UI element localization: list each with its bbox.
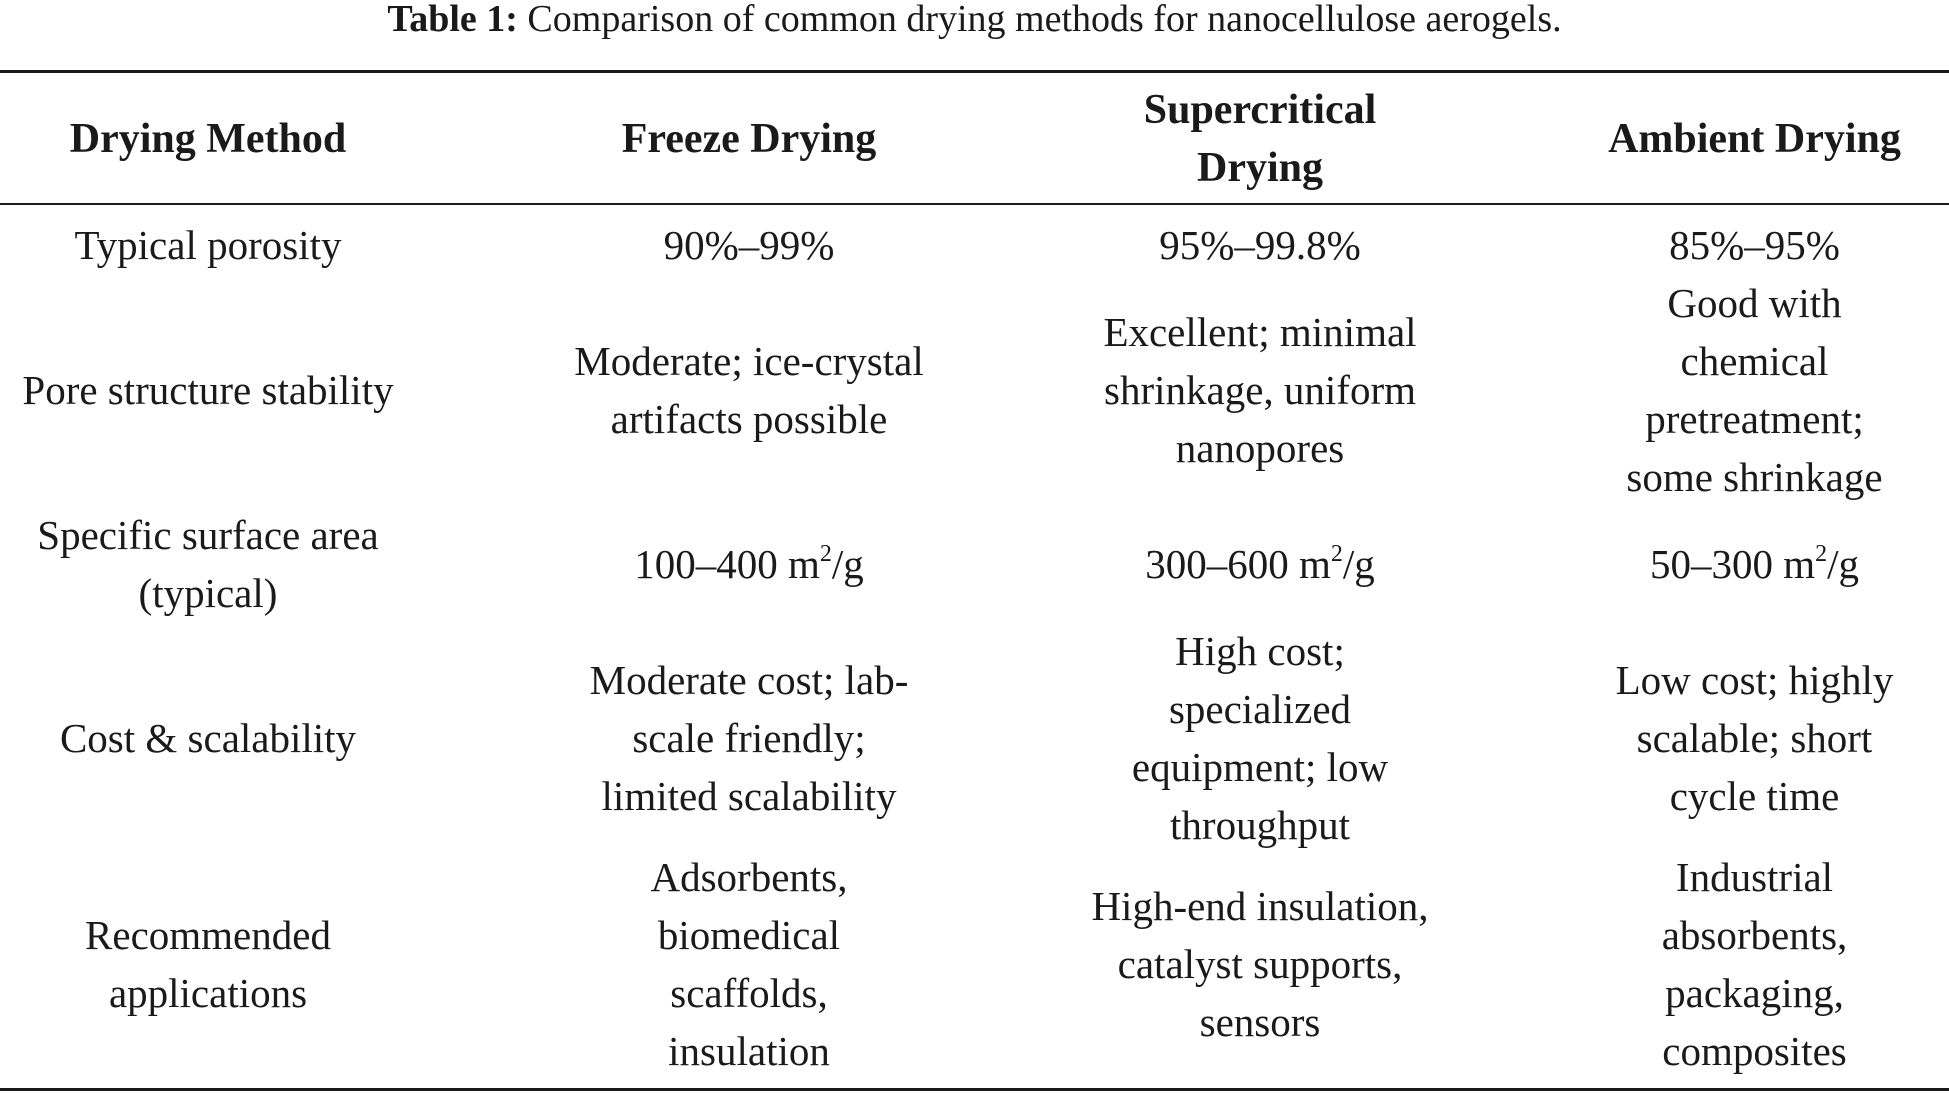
value-text: 50–300 m	[1649, 541, 1816, 587]
cell-supercritical-pore-stability: Excellent; minimal shrinkage, uniform nanopores	[1103, 309, 1417, 471]
cell-freeze-cost: Moderate cost; lab-scale friendly; limited scalability	[589, 657, 909, 819]
cell-supercritical-cost: High cost; specialized equipment; low throughput	[1131, 628, 1389, 848]
table-header-rule	[0, 203, 1949, 205]
cell-freeze-applications: Adsorbents, biomedical scaffolds, insulation	[650, 854, 848, 1074]
table-bottom-rule	[0, 1088, 1949, 1091]
row-label-applications: Recommended applications	[85, 912, 331, 1016]
cell-ambient-porosity: 85%–95%	[1669, 222, 1840, 268]
cell-ambient-pore-stability: Good with chemical pretreatment; some shrinkage	[1626, 280, 1883, 500]
cell-supercritical-applications: High-end insulation, catalyst supports, sensors	[1091, 883, 1429, 1045]
header-ambient-drying: Ambient Drying	[1608, 116, 1901, 162]
cell-freeze-porosity: 90%–99%	[663, 222, 835, 268]
cell-freeze-surface-area	[540, 500, 958, 628]
header-freeze-drying: Freeze Drying	[621, 116, 877, 162]
value-text: 100–400 m	[634, 541, 820, 587]
cell-freeze-pore-stability: Moderate; ice-crystal artifacts possible	[574, 338, 924, 442]
cell-supercritical-surface-area	[1050, 500, 1470, 628]
cell-supercritical-porosity: 95%–99.8%	[1159, 222, 1361, 268]
cell-ambient-applications: Industrial absorbents, packaging, composites	[1661, 854, 1848, 1074]
cell-ambient-surface-area	[1560, 500, 1949, 628]
header-supercritical-drying: Supercritical Drying	[1143, 87, 1377, 191]
table-top-rule	[0, 70, 1949, 73]
header-drying-method: Drying Method	[69, 116, 347, 162]
cell-ambient-cost: Low cost; highly scalable; short cycle time	[1615, 657, 1894, 819]
value-text: 300–600 m	[1145, 541, 1331, 587]
unit-superscript: 2	[1815, 541, 1828, 568]
unit-tail: /g	[1342, 541, 1375, 587]
row-label-porosity: Typical porosity	[74, 222, 342, 268]
row-label-pore-stability: Pore structure stability	[22, 367, 394, 413]
unit-superscript: 2	[1330, 541, 1343, 568]
caption-label: Table 1:	[387, 0, 518, 40]
unit-tail: /g	[831, 541, 864, 587]
row-label-cost-scalability: Cost & scalability	[59, 715, 357, 761]
table-caption	[0, 0, 1949, 52]
row-label-surface-area: Specific surface area (typical)	[37, 512, 379, 616]
unit-tail: /g	[1827, 541, 1860, 587]
caption-text: Comparison of common drying methods for nanocellulose aerogels.	[527, 0, 1562, 40]
unit-superscript: 2	[819, 541, 832, 568]
